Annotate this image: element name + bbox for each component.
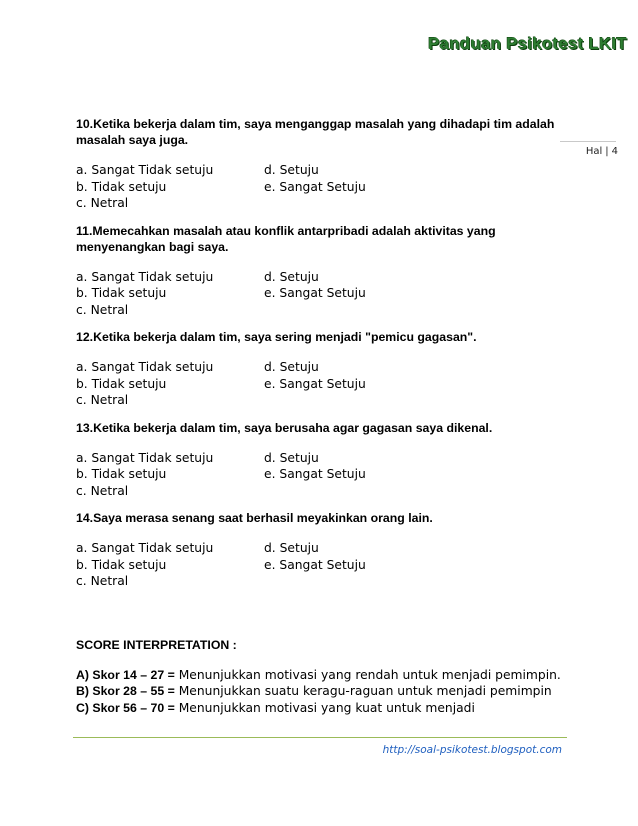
question-text: 14.Saya merasa senang saat berhasil meyakinkan orang lain. (76, 511, 433, 525)
answer-options (76, 540, 586, 590)
option-d: d. Setuju (264, 269, 319, 284)
option-c: c. Netral (76, 574, 129, 588)
document-logo: Panduan Psikotest LKIT (428, 34, 627, 53)
option-e: e. Sangat Setuju (264, 376, 366, 391)
option-e: e. Sangat Setuju (264, 179, 366, 194)
option-b: b. Tidak setuju (76, 467, 167, 481)
question-11 (76, 223, 586, 319)
answer-options (76, 269, 586, 319)
page-label: Hal (585, 146, 603, 157)
option-d: d. Setuju (264, 541, 319, 555)
question-12 (76, 329, 586, 409)
question-text: 12.Ketika bekerja dalam tim, saya sering menjadi "pemicu gagasan". (76, 330, 477, 344)
option-c: c. Netral (76, 196, 129, 210)
document-body (76, 116, 586, 716)
score-interpretation-heading: SCORE INTERPRETATION : (76, 637, 237, 652)
page-number-value: 4 (611, 146, 618, 157)
score-range: C) Skor 56 – 70 = (76, 700, 175, 715)
option-b: b. Tidak setuju (76, 557, 167, 572)
page-separator: | (605, 146, 609, 157)
option-b: b. Tidak setuju (76, 286, 167, 300)
footer-url-link[interactable]: http://soal-psikotest.blogspot.com (382, 744, 562, 756)
footer-divider (73, 737, 567, 738)
option-a: a. Sangat Tidak setuju (76, 450, 214, 465)
option-b: b. Tidak setuju (76, 179, 167, 194)
question-13 (76, 420, 586, 500)
option-c: c. Netral (76, 483, 129, 498)
score-description: Menunjukkan motivasi yang kuat untuk menjadi (174, 700, 475, 715)
option-a: a. Sangat Tidak setuju (76, 360, 214, 374)
option-a: a. Sangat Tidak setuju (76, 269, 214, 284)
question-text: 13.Ketika bekerja dalam tim, saya berusaha agar gagasan saya dikenal. (76, 420, 493, 435)
option-d: d. Setuju (264, 450, 319, 465)
option-d: d. Setuju (264, 360, 319, 374)
page-number (586, 146, 618, 157)
option-d: d. Setuju (264, 163, 319, 177)
option-e: e. Sangat Setuju (264, 286, 366, 300)
answer-options (76, 359, 586, 409)
answer-options (76, 450, 586, 500)
option-e: e. Sangat Setuju (264, 557, 366, 572)
option-c: c. Netral (76, 302, 129, 317)
score-item-a (76, 667, 586, 684)
score-item-b (76, 683, 586, 700)
score-range: A) Skor 14 – 27 = (76, 667, 175, 682)
score-description: Menunjukkan suatu keragu-raguan untuk menjadi pemimpin (174, 684, 552, 698)
question-text: 10.Ketika bekerja dalam tim, saya menganggap masalah yang dihadapi tim adalah masalah saya juga. (76, 117, 555, 147)
question-14 (76, 510, 586, 590)
answer-options (76, 162, 586, 212)
score-description: Menunjukkan motivasi yang rendah untuk menjadi pemimpin. (174, 667, 561, 682)
question-text: 11.Memecahkan masalah atau konflik antarpribadi adalah aktivitas yang menyenangkan bagi saya. (76, 223, 496, 254)
option-b: b. Tidak setuju (76, 376, 167, 391)
question-10 (76, 116, 586, 212)
score-range: B) Skor 28 – 55 = (76, 684, 175, 698)
option-a: a. Sangat Tidak setuju (76, 163, 214, 177)
score-item-c (76, 700, 586, 717)
option-c: c. Netral (76, 393, 129, 407)
option-e: e. Sangat Setuju (264, 467, 366, 481)
option-a: a. Sangat Tidak setuju (76, 541, 214, 555)
